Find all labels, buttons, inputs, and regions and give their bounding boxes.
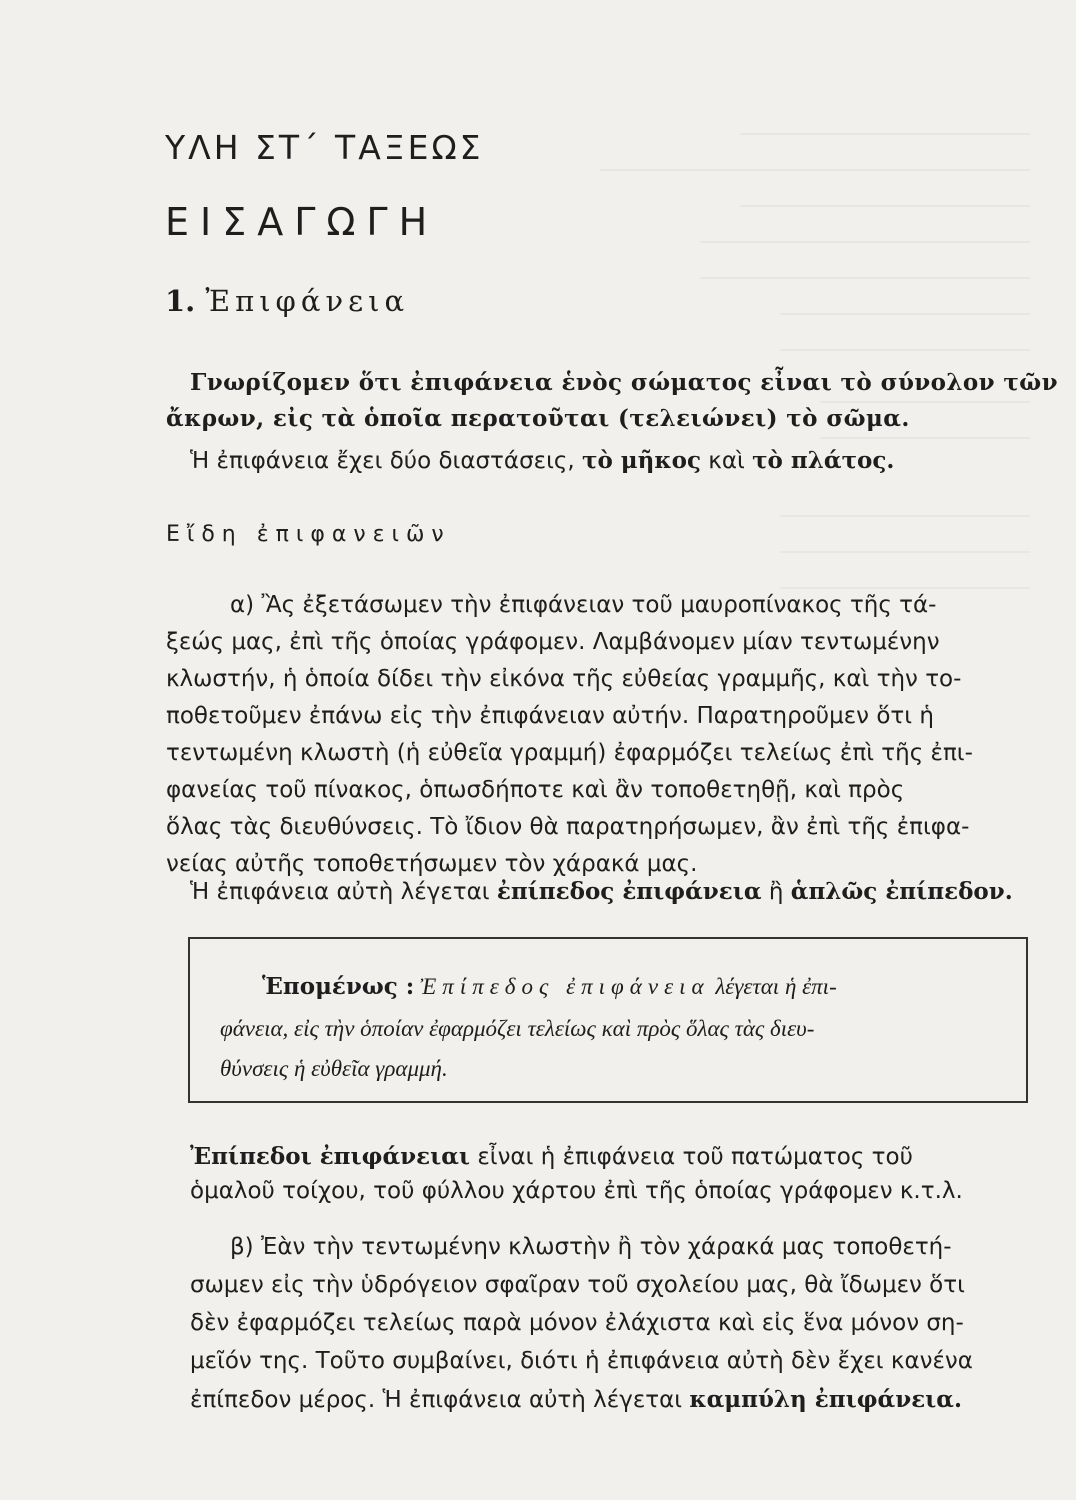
- definition-box: [188, 937, 1028, 1103]
- term-plane-surface: ἐπίπεδος ἐπιφάνεια: [496, 878, 762, 905]
- planes-line-1: [190, 1143, 913, 1170]
- paragraph-a-line: ὅλας τὰς διευθύνσεις. Τὸ ἴδιον θὰ παρατηρήσωμεν, ἂν ἐπὶ τῆς ἐπιφα-: [166, 814, 970, 840]
- intro-and: καὶ: [700, 448, 753, 474]
- definition-line-2: φάνεια, εἰς τὴν ὁποίαν ἐφαρμόζει τελείως καὶ πρὸς ὅλας τὰς διευ-: [220, 1016, 815, 1041]
- term-plane-surfaces: Ἐπίπεδοι ἐπιφάνειαι: [190, 1143, 471, 1170]
- subheading-types: Εἴδη ἐπιφανειῶν: [166, 522, 451, 547]
- term-plane: ἁπλῶς ἐπίπεδον.: [790, 878, 1013, 905]
- intro-line-1: Γνωρίζομεν ὅτι ἐπιφάνεια ἑνὸς σώματος εἶναι τὸ σύνολον τῶν: [190, 369, 1058, 396]
- definition-line-1-rest: λέγεται ἡ ἐπι-: [715, 974, 837, 999]
- conclusion-or: ἢ: [761, 879, 791, 905]
- paragraph-b-line: δὲν ἐφαρμόζει τελείως παρὰ μόνον ἐλάχιστα καὶ εἰς ἕνα μόνον ση-: [190, 1310, 964, 1336]
- intro-line-3: [190, 447, 894, 474]
- definition-label: Ἑπομένως :: [262, 973, 415, 1000]
- term-curved-surface: καμπύλη ἐπιφάνεια.: [689, 1386, 963, 1413]
- paragraph-a-line: ποθετοῦμεν ἐπάνω εἰς τὴν ἐπιφάνειαν αὐτήν. Παρατηροῦμεν ὅτι ἡ: [166, 703, 934, 729]
- paragraph-a-line: ξεώς μας, ἐπὶ τῆς ὁποίας γράφομεν. Λαμβάνομεν μίαν τεντωμένην: [166, 629, 940, 655]
- intro-line-2: ἄκρων, εἰς τὰ ὁποῖα περατοῦται (τελειώνει) τὸ σῶμα.: [166, 405, 910, 432]
- section-title: ΥΛΗ ΣΤ΄ ΤΑΞΕΩΣ: [165, 128, 484, 167]
- chapter-title: ΕΙΣΑΓΩΓΗ: [165, 200, 439, 244]
- paragraph-b-last-line: [190, 1386, 962, 1413]
- planes-line-1-rest: εἶναι ἡ ἐπιφάνεια τοῦ πατώματος τοῦ: [470, 1144, 913, 1170]
- paragraph-b-line: β) Ἐὰν τὴν τεντωμένην κλωστὴν ἢ τὸν χάρακά μας τοποθετή-: [230, 1234, 952, 1260]
- paragraph-a-conclusion: [190, 878, 1013, 905]
- paragraph-b-last-text: ἐπίπεδον μέρος. Ἡ ἐπιφάνεια αὐτὴ λέγεται: [190, 1387, 690, 1413]
- heading-number: 1.: [165, 284, 196, 318]
- paragraph-a-line: κλωστήν, ἡ ὁποία δίδει τὴν εἰκόνα τῆς εὐθείας γραμμῆς, καὶ τὴν το-: [166, 666, 962, 692]
- heading-epifaneia: [165, 284, 409, 318]
- conclusion-text: Ἡ ἐπιφάνεια αὐτὴ λέγεται: [190, 879, 497, 905]
- paragraph-b-line: μεῖόν της. Τοῦτο συμβαίνει, διότι ἡ ἐπιφάνεια αὐτὴ δὲν ἔχει κανένα: [190, 1348, 973, 1374]
- intro-width: τὸ πλάτος.: [752, 447, 895, 474]
- paragraph-a-line: α) Ἂς ἐξετάσωμεν τὴν ἐπιφάνειαν τοῦ μαυροπίνακος τῆς τά-: [230, 592, 937, 618]
- paragraph-a-line: φανείας τοῦ πίνακος, ὁπωσδήποτε καὶ ἂν τοποθετηθῇ, καὶ πρὸς: [166, 777, 905, 803]
- definition-line-3: θύνσεις ἡ εὐθεῖα γραμμή.: [220, 1056, 448, 1081]
- paragraph-a-line: τεντωμένη κλωστὴ (ἡ εὐθεῖα γραμμή) ἐφαρμόζει τελείως ἐπὶ τῆς ἐπι-: [166, 740, 973, 766]
- planes-line-2: ὁμαλοῦ τοίχου, τοῦ φύλλου χάρτου ἐπὶ τῆς ὁποίας γράφομεν κ.τ.λ.: [190, 1178, 963, 1204]
- intro-length: τὸ μῆκος: [581, 447, 701, 474]
- definition-line-1: [262, 973, 837, 1000]
- paragraph-a-line: νείας αὐτῆς τοποθετήσωμεν τὸν χάρακά μας.: [166, 851, 698, 877]
- heading-text: Ἐπιφάνεια: [205, 284, 410, 318]
- definition-term: Ἐπίπεδος ἐπιφάνεια: [420, 974, 710, 999]
- intro-line-3-text: Ἡ ἐπιφάνεια ἔχει δύο διαστάσεις,: [190, 448, 582, 474]
- paragraph-b-line: σωμεν εἰς τὴν ὑδρόγειον σφαῖραν τοῦ σχολείου μας, θὰ ἴδωμεν ὅτι: [190, 1272, 965, 1298]
